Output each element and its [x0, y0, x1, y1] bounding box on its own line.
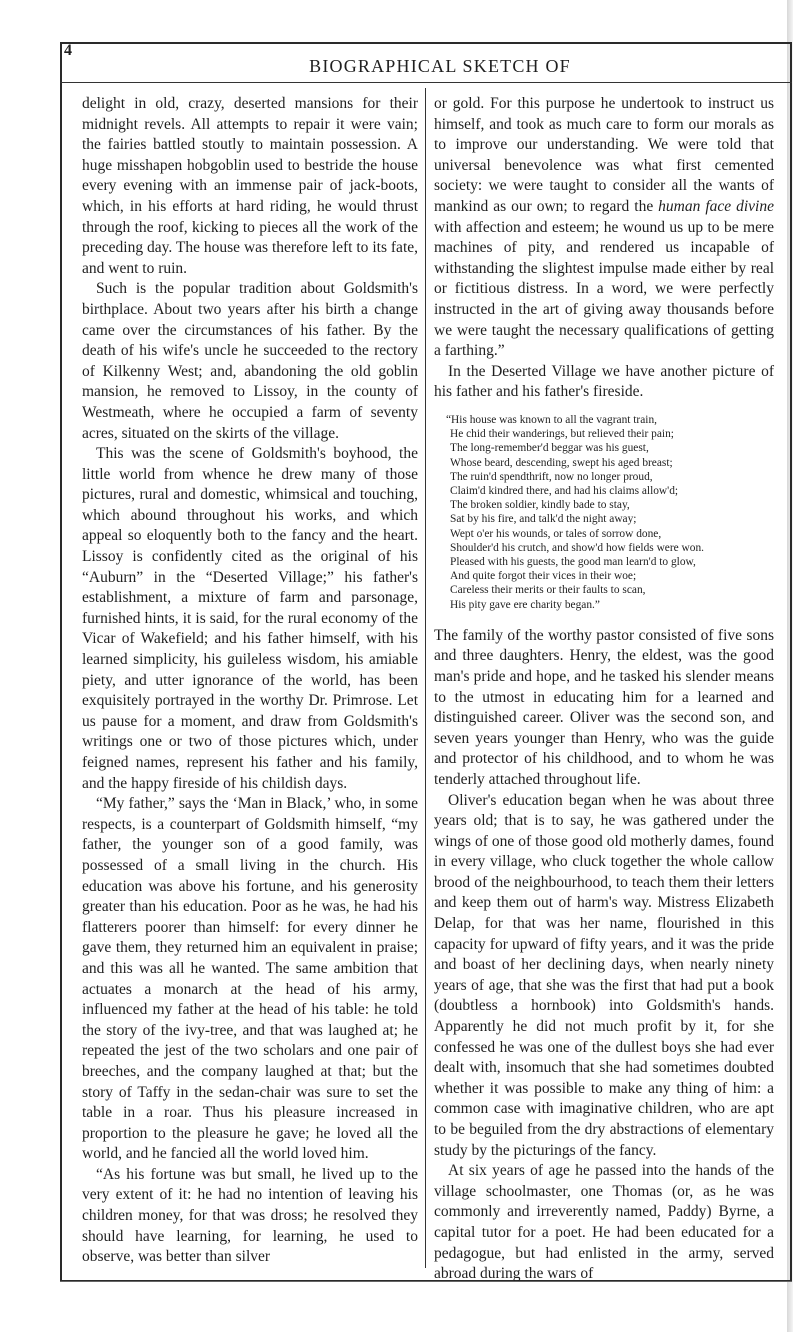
verse-line: His pity gave ere charity began.” [450, 598, 600, 611]
verse-line: The broken soldier, kindly bade to stay, [450, 499, 630, 512]
verse-line: Whose beard, descending, swept his aged breast; [450, 456, 673, 469]
italic-phrase: human face divine [658, 197, 774, 215]
right-paragraph-2: In the Deserted Village we have another picture of his father and his father's fireside. [434, 362, 774, 401]
verse-line: Wept o'er his wounds, or tales of sorrow done, [450, 527, 662, 540]
verse-line: And quite forgot their vices in their woe; [450, 570, 637, 583]
verse-line: Sat by his fire, and talk'd the night away; [450, 513, 637, 526]
header-rule [60, 82, 792, 83]
verse-line: The long-remember'd beggar was his guest, [450, 442, 649, 455]
verse-line: “His house was known to all the vagrant train, [446, 413, 657, 426]
left-paragraph-4: “My father,” says the ‘Man in Black,’ who, in some respects, is a counterpart of Goldsmith himself, “my father, the younger son of a good family, was possessed of a small living in the church. His education was above his fortune, and his generosity greater than his education. Poor as he was, he had his flatterers poorer than himself: for every dinner he gave them, they returned him an equivalent in praise; and this was all he wanted. The same ambition that actuates a monarch at the head of his army, influenced my father at the head of his table: he told the story of the ivy-tree, and that was laughed at; he repeated the jest of the two scholars and one pair of breeches, and the company laughed at that; but the story of Taffy in the sedan-chair was sure to set the table in a roar. Thus his pleasure increased in proportion to the pleasure he gave; he loved all the world, and he fancied all the world loved him. [82, 795, 418, 1163]
right-paragraph-1 [434, 94, 774, 362]
verse-line: Careless their merits or their faults to scan, [450, 584, 646, 597]
verse-line: Pleased with his guests, the good man learn'd to glow, [450, 555, 696, 568]
right-paragraph-1-text-b: with affection and esteem; he wound us up to be mere machines of pity, and rendered us incapable of withstanding the slightest impulse made either by real or fictitious distress. In a word, we were perfectly instructed in the art of giving away thousands before we were taught the necessary qualifications of getting a farthing.” [434, 218, 774, 360]
left-paragraph-5: “As his fortune was but small, he lived up to the very extent of it: he had no intention of leaving his children money, for that was dross; he resolved they should have learning, for learning, he used to observe, was better than silver [82, 1165, 418, 1266]
left-paragraph-1: delight in old, crazy, deserted mansions for their midnight revels. All attempts to repair it were vain; the fairies battled stoutly to maintain possession. A huge misshapen hobgoblin used to bestride the house every evening with an immense pair of jack-boots, which, in his efforts at hard riding, he would thrust through the roof, kicking to pieces all the work of the preceding day. The house was therefore left to its fate, and went to ruin. [82, 95, 418, 277]
footer-rule [60, 1281, 792, 1282]
right-paragraph-4: Oliver's education began when he was about three years old; that is to say, he was gathered under the wings of one of those good old motherly dames, found in every village, who cluck together the whole callow brood of the neighbourhood, to teach them their letters and keep them out of harm's way. Mistress Elizabeth Delap, for that was her name, flourished in this capacity for upward of fifty years, and it was the pride and boast of her declining days, when nearly ninety years of age, that she was the first that had put a book (doubtless a hornbook) into Goldsmith's hands. Apparently he did not much profit by it, for she confessed he was one of the dullest boys she had ever dealt with, insomuch that she had sometimes doubted whether it was possible to make any thing of him: a common case with imaginative children, who are apt to be beguiled from the dry abstractions of elementary study by the picturings of the fancy. [434, 791, 774, 1159]
page-number: 4 [64, 42, 72, 59]
column-divider [425, 88, 426, 1268]
left-paragraph-2: Such is the popular tradition about Goldsmith's birthplace. About two years after his birth a change came over the circumstances of his father. By the death of his wife's uncle he succeeded to the rectory of Kilkenny West; and, abandoning the old goblin mansion, he removed to Lissoy, in the county of Westmeath, where he occupied a farm of seventy acres, situated on the skirts of the village. [82, 280, 418, 442]
right-paragraph-3: The family of the worthy pastor consisted of five sons and three daughters. Henry, the eldest, was the good man's pride and hope, and he tasked his slender means to the utmost in educating him for a learned and distinguished career. Oliver was the second son, and seven years younger than Henry, who was the guide and protector of his childhood, and to whom he was tenderly attached throughout life. [434, 626, 774, 788]
right-paragraph-5: At six years of age he passed into the hands of the village schoolmaster, one Thomas (or, as he was commonly and irreverently named, Paddy) Byrne, a capital tutor for a poet. He had been educated for a pedagogue, but had enlisted in the army, served abroad during the wars of [434, 1162, 774, 1283]
right-column [434, 94, 774, 1285]
verse-line: The ruin'd spendthrift, now no longer proud, [450, 470, 653, 483]
verse-line: He chid their wanderings, but relieved their pain; [450, 428, 674, 441]
left-column [82, 94, 418, 1268]
verse-line: Claim'd kindred there, and had his claims allow'd; [450, 484, 679, 497]
right-paragraph-1-text-a: or gold. For this purpose he undertook to instruct us himself, and took as much care to form our morals as to improve our understanding. We were told that universal benevolence was what first cemented society: we were taught to consider all the wants of mankind as our own; to regard the [434, 95, 774, 215]
left-paragraph-3: This was the scene of Goldsmith's boyhood, the little world from whence he drew many of those pictures, rural and domestic, whimsical and touching, which abound throughout his works, and which appeal so eloquently both to the fancy and the heart. Lissoy is confidently cited as the original of his “Auburn” in the “Deserted Village;” his father's establishment, a mixture of farm and parsonage, furnished hints, it is said, for the rural economy of the Vicar of Wakefield; and his father himself, with his learned simplicity, his guileless wisdom, his amiable piety, and utter ignorance of the world, has been exquisitely portrayed in the worthy Dr. Primrose. Let us pause for a moment, and draw from Goldsmith's writings one or two of those pictures which, under feigned names, represent his father and his family, and the happy fireside of his childish days. [82, 445, 418, 792]
running-head: BIOGRAPHICAL SKETCH OF [309, 56, 571, 76]
verse-line: Shoulder'd his crutch, and show'd how fields were won. [450, 541, 705, 554]
verse-quotation [446, 413, 774, 612]
